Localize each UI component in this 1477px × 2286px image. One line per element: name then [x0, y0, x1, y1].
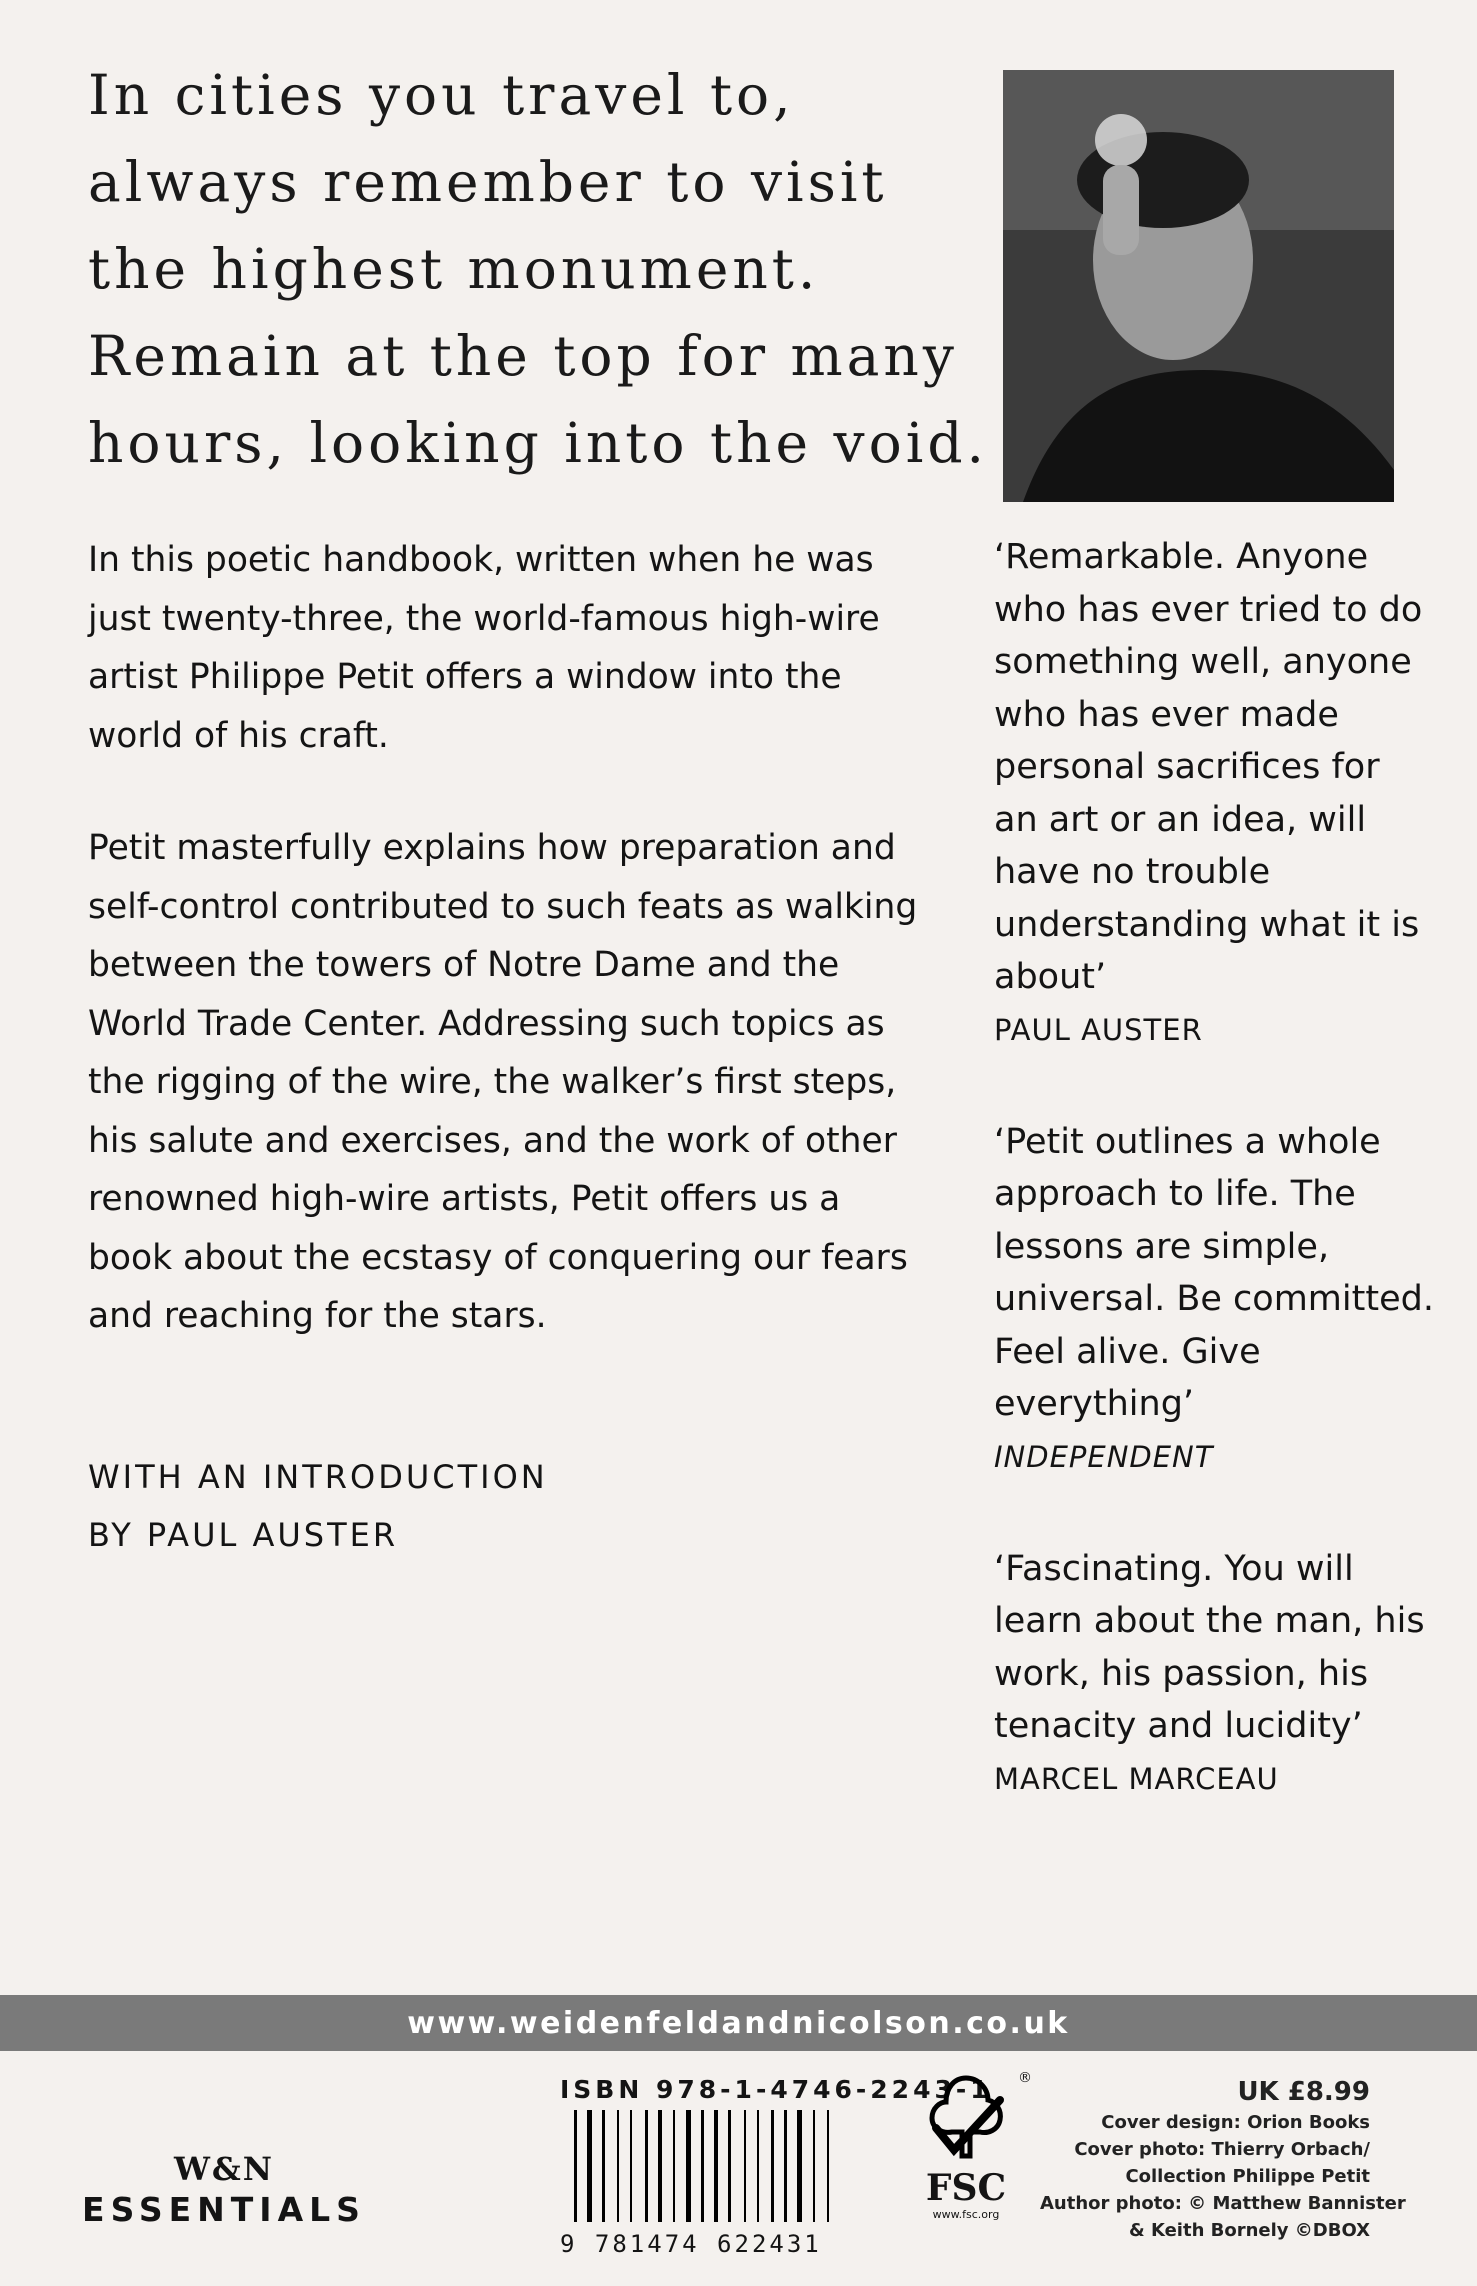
quote-text: ‘Fascinating. You will learn about the man, his work, his passion, his tenacity and lucidity’ — [994, 1548, 1425, 1746]
registered-mark: ® — [1018, 2070, 1032, 2086]
epigraph-line: Remain at the top for many — [88, 324, 958, 388]
author-photo — [1003, 70, 1394, 502]
tree-check-icon — [916, 2070, 1016, 2166]
credit-line: Cover photo: Thierry Orbach/ — [1074, 2139, 1370, 2160]
publisher-logo — [64, 2150, 384, 2229]
book-blurb — [88, 531, 928, 1400]
publisher-website-bar — [0, 1995, 1477, 2051]
introduction-credit-line: BY PAUL AUSTER — [88, 1516, 399, 1554]
blurb-paragraph: In this poetic handbook, written when he was just twenty-three, the world-famous high-wire artist Philippe Petit offers a window into the world of his craft. — [88, 540, 880, 756]
epigraph-line: the highest monument. — [88, 237, 820, 301]
review-quote — [994, 1116, 1434, 1481]
barcode-digits: 9 781474 622431 — [560, 2230, 822, 2258]
quote-source: MARCEL MARCEAU — [994, 1761, 1279, 1796]
price-and-credits — [1040, 2075, 1406, 2244]
epigraph-line: hours, looking into the void. — [88, 411, 989, 475]
review-quotes — [994, 531, 1434, 1865]
epigraph-line: In cities you travel to, — [88, 63, 795, 127]
series-name: ESSENTIALS — [82, 2190, 366, 2229]
barcode-icon — [560, 2110, 900, 2222]
author-photo-illustration — [1003, 70, 1394, 502]
publisher-mark: W&N — [173, 2150, 275, 2188]
credit-line: Collection Philippe Petit — [1125, 2166, 1370, 2187]
introduction-credit-line: WITH AN INTRODUCTION — [88, 1458, 548, 1496]
credit-line: & Keith Bornely ©DBOX — [1128, 2220, 1370, 2241]
fsc-url: www.fsc.org — [932, 2208, 1000, 2221]
epigraph — [88, 52, 989, 487]
quote-source: INDEPENDENT — [994, 1439, 1214, 1474]
fsc-label: FSC — [925, 2167, 1007, 2209]
epigraph-line: always remember to visit — [88, 150, 888, 214]
website-link[interactable]: www.weidenfeldandnicolson.co.uk — [407, 2005, 1070, 2041]
quote-text: ‘Remarkable. Anyone who has ever tried to do something well, anyone who has ever made personal sacrifices for an art or an idea, will have no trouble understanding what it is about’ — [994, 537, 1423, 997]
isbn-label: ISBN 978-1-4746-2243-1 — [560, 2075, 992, 2104]
price: UK £8.99 — [1237, 2077, 1370, 2107]
quote-source: PAUL AUSTER — [994, 1012, 1203, 1047]
blurb-paragraph: Petit masterfully explains how preparation and self-control contributed to such feats as walking between the towers of Notre Dame and the World Trade Center. Addressing such topics as the rigging of the wire, the walker’s first steps, his salute and exercises, and the work of other renowned high-wire artists, Petit offers us a book about the ecstasy of conquering our fears and reaching for the stars. — [88, 828, 918, 1336]
credit-line: Cover design: Orion Books — [1101, 2112, 1370, 2133]
review-quote — [994, 531, 1434, 1054]
quote-text: ‘Petit outlines a whole approach to life. The lessons are simple, universal. Be committed. Feel alive. Give everything’ — [994, 1121, 1434, 1424]
review-quote — [994, 1543, 1434, 1803]
credit-line: Author photo: © Matthew Bannister — [1040, 2193, 1406, 2214]
fsc-logo — [906, 2070, 1032, 2221]
